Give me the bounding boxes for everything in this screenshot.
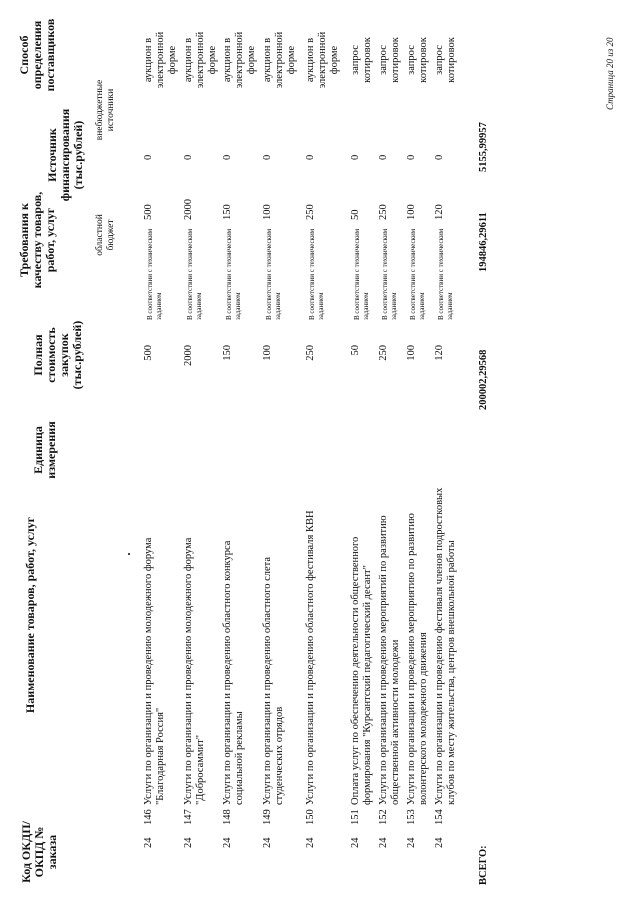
row-regional: 250 [378, 204, 389, 220]
row-method: аукцион в электронной форме [262, 31, 297, 89]
row-code: 24 [143, 837, 154, 848]
total-regional: 194846,29611 [478, 212, 489, 272]
total-extra: 5155,99957 [478, 122, 489, 172]
row-number: 151 [350, 809, 361, 825]
row-name: Услуги по организации и проведению мероприятий по развитию общественной активности молодежи [378, 515, 401, 805]
row-regional: 500 [143, 204, 154, 220]
header-method: Способ определения поставщиков [17, 18, 57, 92]
header-source: Источник финансирования (тыс.рублей) [45, 108, 85, 202]
row-code: 24 [406, 837, 417, 848]
row-regional: 250 [305, 204, 316, 220]
page-number: Страница 20 из 20 [605, 37, 615, 110]
row-method: аукцион в электронной форме [305, 31, 340, 89]
row-name: Услуги по организации и проведению молодежного форума "Благодарная Россия" [143, 537, 166, 805]
row-cost: 2000 [183, 345, 194, 366]
row-number: 150 [305, 809, 316, 825]
row-cost: 120 [434, 345, 445, 361]
dot-mark [128, 553, 130, 555]
row-name: Услуги по организации и проведению областного слета студенческих отрядов [262, 556, 285, 805]
row-requirements: В соответствии с техническим заданием [308, 228, 325, 320]
header-source-regional: областной бюджет [95, 214, 116, 256]
row-requirements: В соответствии с техническим заданием [225, 228, 242, 320]
total-cost: 200002,29568 [478, 349, 489, 410]
row-code: 24 [183, 837, 194, 848]
row-method: запрос котировок [406, 37, 429, 83]
row-extra: 0 [378, 154, 389, 160]
row-extra: 0 [183, 154, 194, 160]
row-number: 148 [222, 809, 233, 825]
row-cost: 250 [305, 345, 316, 361]
row-requirements: В соответствии с техническим заданием [409, 228, 426, 320]
row-cost: 50 [350, 345, 361, 356]
row-name: Услуги по организации и проведению фестиваля членов подростковых клубов по месту жительства, центров внешкольной работы [434, 487, 457, 805]
row-method: аукцион в электронной форме [183, 31, 218, 89]
header-source-extra: внебюджетные источники [95, 79, 116, 141]
row-name: Услуги по организации и проведению мероприятию по развитию волонтерского молодежного движения [406, 513, 429, 805]
row-number: 153 [406, 809, 417, 825]
row-extra: 0 [262, 154, 273, 160]
row-number: 154 [434, 809, 445, 825]
row-extra: 0 [350, 154, 361, 160]
row-regional: 100 [406, 204, 417, 220]
row-extra: 0 [434, 154, 445, 160]
row-code: 24 [434, 837, 445, 848]
row-code: 24 [378, 837, 389, 848]
row-name: Услуги по организации и проведению областного конкурса социальной рекламы [222, 540, 245, 805]
total-label: ВСЕГО: [478, 845, 489, 885]
row-name: Услуги по организации и проведению областного фестиваля КВН [305, 510, 316, 805]
row-requirements: В соответствии с техническим заданием [381, 228, 398, 320]
row-number: 146 [143, 809, 154, 825]
row-name: Услуги по организации и проведению молодежного форума "Добросаммит" [183, 537, 206, 805]
row-requirements: В соответствии с техническим заданием [265, 228, 282, 320]
row-requirements: В соответствии с техническим заданием [437, 228, 454, 320]
row-code: 24 [305, 837, 316, 848]
row-method: запрос котировок [378, 37, 401, 83]
row-code: 24 [350, 837, 361, 848]
row-cost: 250 [378, 345, 389, 361]
row-extra: 0 [222, 154, 233, 160]
row-code: 24 [262, 837, 273, 848]
row-regional: 120 [434, 204, 445, 220]
row-number: 149 [262, 809, 273, 825]
row-requirements: В соответствии с техническим заданием [353, 228, 370, 320]
row-regional: 2000 [183, 199, 194, 220]
row-extra: 0 [406, 154, 417, 160]
row-name: Оплата услуг по обеспечению деятельности общественного формирования "Курсантский педагогический десант" [350, 536, 373, 805]
row-cost: 100 [262, 345, 273, 361]
row-cost: 150 [222, 345, 233, 361]
row-method: аукцион в электронной форме [222, 31, 257, 89]
header-requirements: Требования к качеству товаров, работ, услуг [17, 191, 57, 289]
row-method: запрос котировок [350, 37, 373, 83]
row-regional: 50 [350, 209, 361, 220]
row-code: 24 [222, 837, 233, 848]
row-extra: 0 [305, 154, 316, 160]
row-number: 152 [378, 809, 389, 825]
header-code: Код ОКДП/ ОКПД № заказа [19, 821, 59, 883]
row-method: аукцион в электронной форме [143, 31, 178, 89]
row-extra: 0 [143, 154, 154, 160]
row-regional: 100 [262, 204, 273, 220]
row-number: 147 [183, 809, 194, 825]
row-requirements: В соответствии с техническим заданием [186, 228, 203, 320]
header-cost: Полная стоимость закупок (тыс.рублей) [31, 320, 84, 390]
row-regional: 150 [222, 204, 233, 220]
row-method: запрос котировок [434, 37, 457, 83]
row-cost: 500 [143, 345, 154, 361]
row-requirements: В соответствии с техническим заданием [146, 228, 163, 320]
header-unit: Единица измерения [31, 421, 58, 479]
row-cost: 100 [406, 345, 417, 361]
header-name: Наименование товаров, работ, услуг [23, 516, 37, 714]
